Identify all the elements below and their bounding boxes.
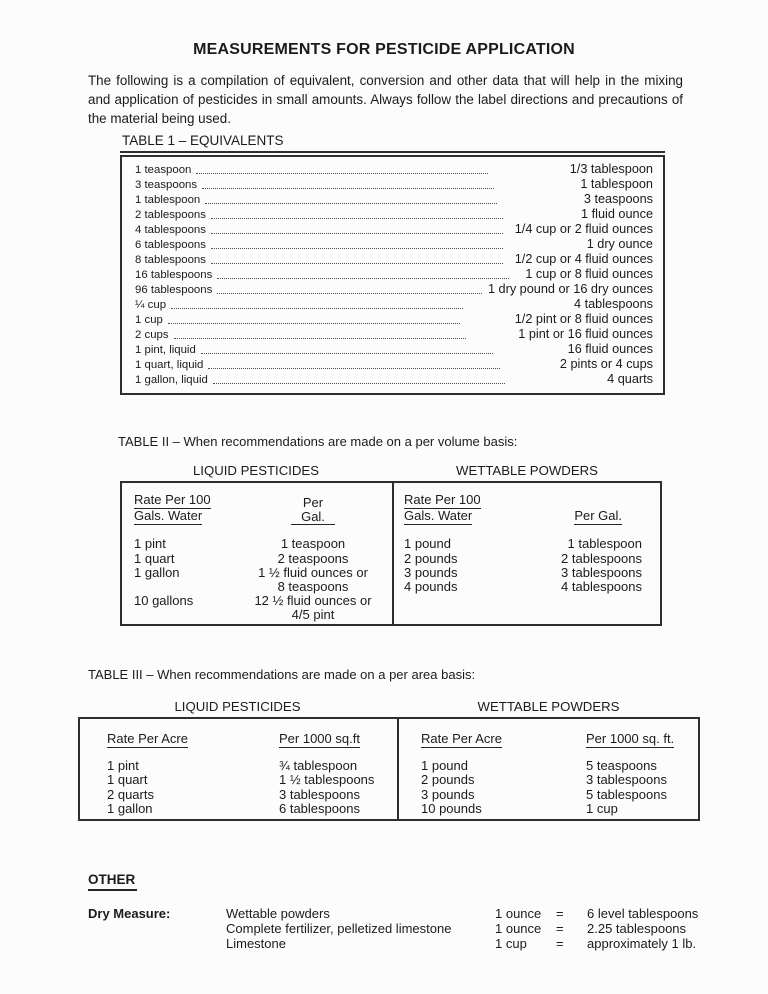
- liquid-pesticides-panel: [80, 719, 399, 819]
- measure-from: 2 cups: [135, 329, 169, 341]
- dot-leader: [174, 338, 466, 339]
- table2-section: [120, 463, 662, 626]
- rate-cell: 1 quart: [107, 772, 148, 788]
- per-cell: 1 ½ tablespoons: [279, 772, 375, 788]
- table-row: [134, 552, 380, 566]
- dry-measure-label: Dry Measure:: [88, 906, 171, 921]
- rate-cell: 1 gallon: [134, 564, 180, 580]
- result-cell: 2.25 tablespoons: [587, 921, 687, 937]
- wettable-powders-panel: [394, 483, 660, 624]
- per-cell: 2 teaspoons: [277, 550, 349, 566]
- measure-from: 96 tablespoons: [135, 284, 213, 296]
- dry-measure-list: [88, 906, 768, 952]
- measure-from: 8 tablespoons: [135, 254, 206, 266]
- measure-to: 1 pint or 16 fluid ounces: [518, 327, 653, 341]
- table-row: [421, 788, 690, 802]
- table-row: [135, 282, 653, 297]
- wettable-powders-title: WETTABLE POWDERS: [456, 463, 598, 478]
- header-text: Gal.: [291, 510, 335, 525]
- rate-cell: 1 pint: [134, 536, 166, 552]
- dry-measure-row: [88, 906, 768, 921]
- per-cell: 5 tablespoons: [586, 786, 667, 802]
- table-row: [404, 580, 648, 594]
- per-cell: 12 ½ fluid ounces or: [254, 593, 372, 609]
- table-row: [135, 327, 653, 342]
- table-row: [107, 759, 389, 773]
- rate-cell: 4 pounds: [404, 579, 458, 595]
- header-text: Gals. Water: [134, 509, 202, 525]
- liquid-pesticides-title: LIQUID PESTICIDES: [174, 699, 301, 714]
- measure-to: 1 dry ounce: [586, 237, 653, 251]
- per-cell: ¾ tablespoon: [279, 758, 358, 773]
- rate-column-header: [134, 493, 246, 525]
- table-row: [107, 788, 389, 802]
- per-cell: 2 tablespoons: [561, 550, 642, 566]
- dot-leader: [211, 263, 503, 264]
- material-cell: Complete fertilizer, pelletized limestone: [226, 921, 452, 937]
- quantity-cell: 1 ounce: [495, 921, 542, 937]
- panel-headers: [107, 731, 389, 748]
- measure-to: 1/3 tablespoon: [569, 162, 653, 176]
- rate-cell: [134, 580, 246, 594]
- table3-area-basis: [78, 717, 700, 821]
- per-cell: 1 ½ fluid ounces or: [258, 564, 368, 580]
- measure-to: 1 cup or 8 fluid ounces: [525, 267, 653, 281]
- liquid-pesticides-panel: [122, 483, 394, 624]
- other-heading: OTHER: [88, 873, 137, 891]
- quantity-cell: 1 ounce: [495, 906, 542, 921]
- liquid-pesticides-title: LIQUID PESTICIDES: [192, 463, 320, 478]
- panel-rows: [107, 759, 389, 817]
- rate-cell: 1 gallon: [107, 801, 153, 817]
- measure-from: 2 tablespoons: [135, 209, 206, 221]
- measure-to: 2 pints or 4 cups: [559, 357, 653, 371]
- dot-leader: [196, 173, 488, 174]
- header-text: Rate Per 100: [404, 493, 481, 509]
- rate-cell: [134, 608, 246, 622]
- material-cell: Limestone: [226, 936, 286, 952]
- rate-cell: 1 pint: [107, 758, 139, 773]
- table-row: [404, 552, 648, 566]
- measure-from: ¼ cup: [135, 299, 167, 311]
- dot-leader: [213, 383, 505, 384]
- measure-from: 1 quart, liquid: [135, 359, 204, 371]
- panel-headers: [421, 731, 690, 748]
- page-title: MEASUREMENTS FOR PESTICIDE APPLICATION: [193, 41, 575, 58]
- measure-to: 1/2 cup or 4 fluid ounces: [514, 252, 653, 266]
- per-gal-column-header: [246, 496, 380, 525]
- dot-leader: [217, 278, 509, 279]
- rate-column-header: [107, 731, 279, 748]
- per-cell: 5 teaspoons: [586, 758, 657, 773]
- wettable-powders-panel: [399, 719, 698, 819]
- measure-from: 6 tablespoons: [135, 239, 206, 251]
- measure-to: 16 fluid ounces: [567, 342, 653, 356]
- measure-from: 1 cup: [135, 314, 163, 326]
- panel-rows: [421, 759, 690, 817]
- other-heading-row: [88, 871, 768, 891]
- table2-volume-basis: [120, 481, 662, 626]
- rate-cell: 2 pounds: [404, 550, 458, 566]
- header-text: Gals. Water: [404, 509, 472, 525]
- per-cell: 1 cup: [586, 801, 618, 817]
- header-text: Per 1000 sq. ft.: [586, 731, 675, 746]
- dot-leader: [208, 368, 500, 369]
- table-row: [135, 192, 653, 207]
- dry-measure-row: [88, 921, 768, 936]
- per-area-column-header: [586, 731, 690, 748]
- per-cell: 1 tablespoon: [567, 536, 642, 552]
- table-row: [134, 580, 380, 594]
- table-row: [135, 222, 653, 237]
- measure-to: 1/2 pint or 8 fluid ounces: [514, 312, 653, 326]
- rate-cell: 3 pounds: [421, 786, 475, 802]
- table2-column-titles: [120, 463, 662, 478]
- rate-cell: 1 pound: [421, 758, 468, 773]
- table-row: [135, 177, 653, 192]
- table-row: [134, 608, 380, 622]
- dry-measure-label: [88, 936, 226, 951]
- equals-sign: =: [556, 921, 564, 937]
- table-row: [135, 207, 653, 222]
- table3-section: [78, 699, 700, 821]
- measure-to: 1 tablespoon: [580, 177, 653, 191]
- dot-leader: [168, 323, 460, 324]
- equals-sign: =: [556, 906, 564, 921]
- dot-leader: [202, 188, 494, 189]
- measure-to: 1 dry pound or 16 dry ounces: [487, 282, 653, 296]
- dot-leader: [201, 353, 493, 354]
- rate-cell: 1 pound: [404, 536, 451, 552]
- measure-to: 4 quarts: [607, 372, 653, 386]
- table-row: [134, 537, 380, 551]
- header-text: Per 1000 sq.ft: [279, 731, 360, 746]
- table-row: [135, 357, 653, 372]
- table-row: [135, 267, 653, 282]
- per-cell: 8 teaspoons: [277, 579, 349, 595]
- rate-cell: 2 quarts: [107, 786, 154, 802]
- dot-leader: [211, 218, 503, 219]
- per-gal-column-header: [554, 509, 648, 525]
- rate-cell: 3 pounds: [404, 564, 458, 580]
- table-row: [134, 566, 380, 580]
- measure-from: 4 tablespoons: [135, 224, 206, 236]
- measure-to: 1/4 cup or 2 fluid ounces: [514, 222, 653, 236]
- result-cell: 6 level tablespoons: [587, 906, 699, 921]
- table-row: [404, 537, 648, 551]
- material-cell: Wettable powders: [226, 906, 330, 921]
- rate-cell: 10 pounds: [421, 801, 482, 817]
- table3-column-titles: [78, 699, 700, 714]
- measure-from: 3 teaspoons: [135, 179, 198, 191]
- measure-from: 1 tablespoon: [135, 194, 201, 206]
- intro-paragraph: The following is a compilation of equivalent, conversion and other data that will help in the mixing and application of pesticides in small amounts. Always follow the label directions and precautions of the material being used.: [88, 73, 683, 126]
- rate-column-header: [404, 493, 554, 525]
- table-row: [404, 566, 648, 580]
- table1-equivalents: [120, 155, 665, 395]
- quantity-cell: 1 cup: [495, 936, 527, 952]
- dot-leader: [205, 203, 497, 204]
- header-text: Per: [302, 495, 324, 510]
- other-section: [88, 871, 768, 952]
- table-row: [421, 759, 690, 773]
- rate-cell: 10 gallons: [134, 593, 194, 609]
- dot-leader: [211, 248, 503, 249]
- per-cell: 3 tablespoons: [279, 786, 360, 802]
- measure-to: 4 tablespoons: [573, 297, 653, 311]
- per-cell: 6 tablespoons: [279, 801, 360, 817]
- panel-rows: [134, 537, 380, 622]
- table-row: [135, 252, 653, 267]
- per-cell: 4 tablespoons: [561, 579, 642, 595]
- table-row: [421, 773, 690, 787]
- table-row: [135, 312, 653, 327]
- table2-heading: TABLE II – When recommendations are made on a per volume basis:: [118, 434, 518, 449]
- measure-to: 3 teaspoons: [583, 192, 653, 206]
- per-cell: 1 teaspoon: [280, 536, 346, 552]
- measure-from: 1 gallon, liquid: [135, 374, 208, 386]
- header-text: Per Gal.: [574, 509, 622, 525]
- table-row: [135, 372, 653, 387]
- measure-to: 1 fluid ounce: [581, 207, 653, 221]
- table3-heading: TABLE III – When recommendations are made on a per area basis:: [88, 667, 476, 682]
- rate-cell: 2 pounds: [421, 772, 475, 788]
- table-row: [107, 773, 389, 787]
- dry-measure-row: [88, 936, 768, 951]
- table-row: [107, 802, 389, 816]
- table-row: [135, 342, 653, 357]
- header-text: Rate Per Acre: [107, 731, 188, 746]
- wettable-powders-title: WETTABLE POWDERS: [477, 699, 620, 714]
- equals-sign: =: [556, 936, 564, 952]
- panel-headers: [404, 493, 648, 525]
- dot-leader: [171, 308, 463, 309]
- panel-rows: [404, 537, 648, 594]
- result-cell: approximately 1 lb.: [587, 936, 697, 952]
- table-row: [135, 297, 653, 312]
- header-text: Rate Per 100: [134, 493, 211, 509]
- measure-from: 1 teaspoon: [135, 164, 192, 176]
- dot-leader: [211, 233, 503, 234]
- per-cell: 4/5 pint: [291, 607, 335, 623]
- per-area-column-header: [279, 731, 389, 748]
- panel-headers: [134, 493, 380, 525]
- dry-measure-label: [88, 921, 226, 936]
- table-row: [421, 802, 690, 816]
- measure-from: 16 tablespoons: [135, 269, 213, 281]
- dot-leader: [217, 293, 482, 294]
- table-row: [135, 237, 653, 252]
- per-cell: 3 tablespoons: [586, 772, 667, 788]
- table1-heading: TABLE 1 – EQUIVALENTS: [120, 134, 665, 153]
- table-row: [135, 162, 653, 177]
- rate-column-header: [421, 731, 586, 748]
- table-row: [134, 594, 380, 608]
- per-cell: 3 tablespoons: [561, 564, 642, 580]
- measure-from: 1 pint, liquid: [135, 344, 196, 356]
- rate-cell: 1 quart: [134, 550, 175, 566]
- header-text: Rate Per Acre: [421, 731, 502, 746]
